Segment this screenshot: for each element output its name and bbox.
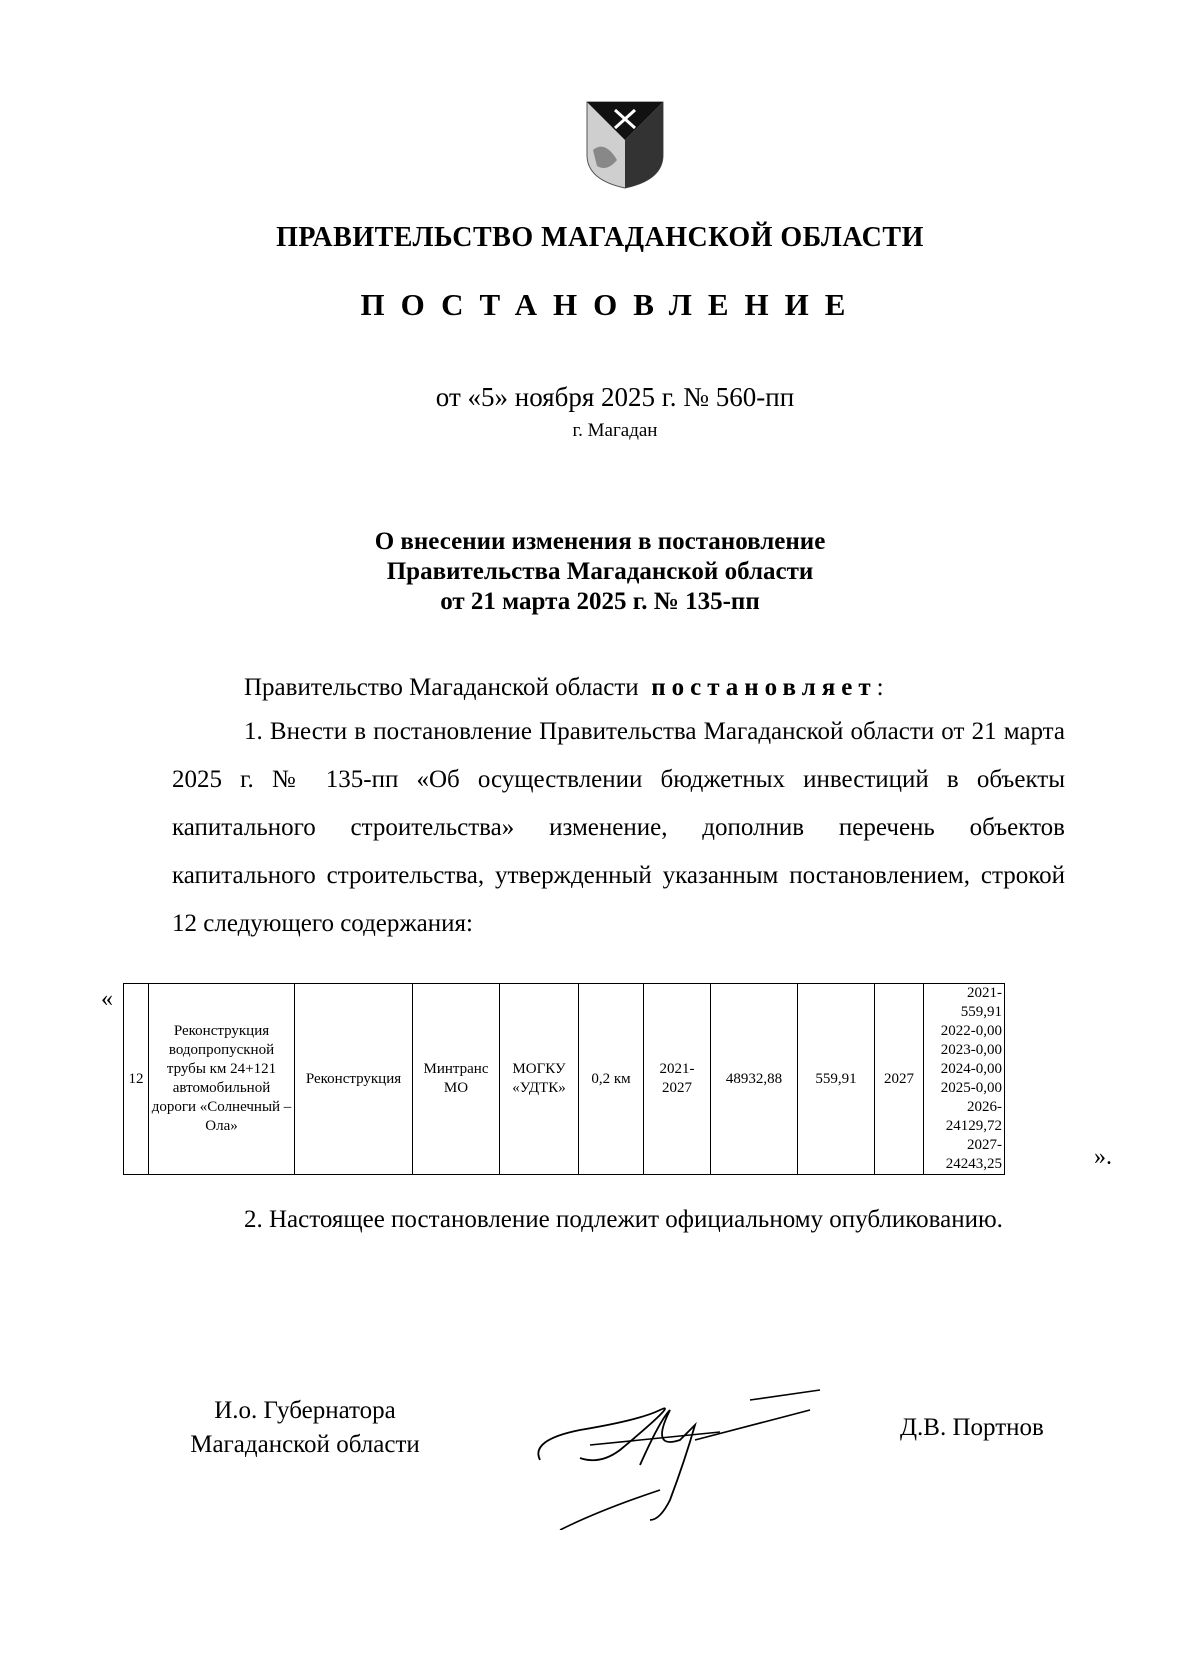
cell-cost-total: 48932,88 (711, 984, 798, 1175)
cell-year-commission: 2027 (875, 984, 924, 1175)
signatory-name: Д.В. Портнов (900, 1414, 1044, 1441)
cell-cost-done: 559,91 (798, 984, 875, 1175)
financing-line: 24243,25 (945, 1156, 1002, 1172)
intro-resolves: постановляет (651, 674, 877, 701)
document-type: ПОСТАНОВЛЕНИЕ (360, 287, 862, 322)
closing-quote: ». (1094, 1144, 1112, 1170)
financing-line: 2026- (967, 1099, 1002, 1115)
intro-prefix: Правительство Магаданской области (244, 674, 639, 701)
organization-title: ПРАВИТЕЛЬСТВО МАГАДАНСКОЙ ОБЛАСТИ (276, 222, 924, 253)
table-row (124, 984, 1005, 1175)
cell-capacity: 0,2 км (579, 984, 644, 1175)
intro-suffix: : (876, 674, 884, 701)
subject-line: от 21 марта 2025 г. № 135-пп (440, 588, 760, 615)
financing-line: 24129,72 (945, 1118, 1002, 1134)
subject-line: Правительства Магаданской области (386, 558, 814, 585)
cell-financing (924, 984, 1005, 1175)
decree-subject (0, 527, 1200, 617)
financing-line: 2025-0,00 (940, 1080, 1002, 1096)
opening-quote: « (101, 986, 113, 1012)
intro-paragraph (172, 664, 1065, 712)
position-line: Магаданской области (190, 1431, 420, 1458)
cell-number: 12 (124, 984, 149, 1175)
handwritten-signature (520, 1370, 820, 1530)
financing-line: 2023-0,00 (940, 1042, 1002, 1058)
decree-city: г. Магадан (572, 420, 658, 441)
financing-line: 2021-559,91 (960, 985, 1002, 1020)
financing-line: 2022-0,00 (940, 1023, 1002, 1039)
objects-table (123, 983, 1005, 1175)
cell-period: 2021-2027 (644, 984, 711, 1175)
item-1-paragraph: 1. Внести в постановление Правительства Магаданской области от 21 марта 2025 г. № 135-пп «Об осуществлении бюджетных инвестиций в объекты капитального строительства» изменение, дополнив перечень объектов капитального строительства, утвержденный указанным постановлением, строкой 12 следующего содержания: (172, 718, 1065, 937)
signatory-position (175, 1394, 435, 1462)
cell-customer: МОГКУ «УДТК» (500, 984, 579, 1175)
financing-line: 2024-0,00 (940, 1061, 1002, 1077)
cell-ministry: Минтранс МО (413, 984, 500, 1175)
cell-work-type: Реконструкция (295, 984, 413, 1175)
item-2-paragraph: 2. Настоящее постановление подлежит официальному опубликованию. (244, 1206, 1003, 1233)
financing-line: 2027- (967, 1137, 1002, 1153)
cell-object-name: Реконструкция водопропускной трубы км 24+121 автомобильной дороги «Солнечный – Ола» (149, 984, 295, 1175)
coat-of-arms-emblem (585, 100, 665, 190)
decree-date-number: от «5» ноября 2025 г. № 560-пп (435, 382, 795, 412)
position-line: И.о. Губернатора (214, 1397, 396, 1424)
subject-line: О внесении изменения в постановление (374, 528, 826, 555)
